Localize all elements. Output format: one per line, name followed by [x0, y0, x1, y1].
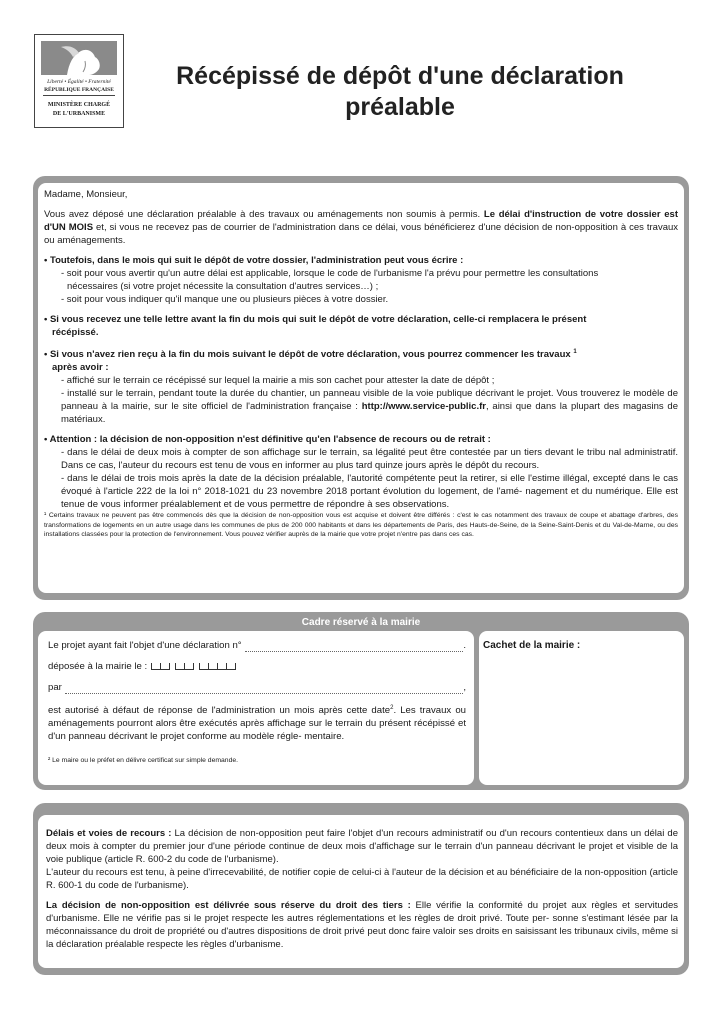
- section-attention-item-1: - dans le délai de deux mois à compter de son affichage sur le terrain, sa légalité peut être contestée par un tiers devant le tribu nal administratif. Dans ce cas, l'auteur du recours est tenu de vous en informer au plus tard quinze jours après le dépôt du recours.: [61, 447, 678, 472]
- authorization-text: [48, 702, 466, 743]
- intro-text-b: et, si vous ne recevez pas de courrier de l'administration dans ce délai, vous bénéficierez d'une décision de non-opposition à ces travaux ou aménagements.: [44, 222, 679, 246]
- recours-panel: [33, 803, 689, 975]
- section-travaux-item-2-end: , ainsi que dans la plupart des magasins de matériaux.: [61, 401, 678, 426]
- greeting: Madame, Monsieur,: [44, 189, 128, 200]
- intro-text-a: Vous avez déposé une déclaration préalable à des travaux ou aménagements non soumis à permis.: [44, 209, 484, 220]
- recours-paragraph-1: [46, 827, 678, 866]
- recours-heading: Délais et voies de recours :: [46, 828, 172, 839]
- title-line-1: Récépissé de dépôt d'une déclaration: [176, 62, 624, 90]
- cadre-title: Cadre réservé à la mairie: [301, 617, 421, 628]
- cadre-form: [38, 631, 474, 785]
- section-toutefois-title: • Toutefois, dans le mois qui suit le dépôt de votre dossier, l'administration peut vous écrire :: [44, 255, 464, 266]
- declaration-number-row: Le projet ayant fait l'objet d'une déclaration n° .: [48, 640, 466, 651]
- footnote-2: ² Le maire ou le préfet en délivre certificat sur simple demande.: [48, 757, 239, 765]
- section-travaux-item-2-text: - installé sur le terrain, pendant toute la durée du chantier, un panneau visible de la voie publique décrivant le projet. Vous trouverez le modèle de panneau à la mairie, sur le site officiel de l'administration française :: [61, 388, 678, 413]
- section-travaux-item-1: - affiché sur le terrain ce récépissé sur lequel la mairie a mis son cachet pour attester la date de dépôt ;: [61, 375, 495, 387]
- logo-divider: [43, 95, 115, 96]
- marianne-icon: [39, 39, 119, 77]
- section-lettre-title: • Si vous recevez une telle lettre avant la fin du mois qui suit le dépôt de votre déclaration, celle-ci remplacera le présent: [44, 314, 587, 325]
- republique-logo: [34, 34, 124, 128]
- notice-body: [38, 183, 684, 593]
- section-travaux-title-b: après avoir :: [52, 362, 109, 374]
- recours-text-1: La décision de non-opposition peut faire l'objet d'un recours administratif ou d'un recours contentieux dans un délai de deux mois à compter du premier jour d'une période continue de deux mois d'affichage sur le terrain d'un panneau décrivant le projet et visible de la voie publique (article R. 600-2 du code de l'urbanisme).: [46, 828, 678, 865]
- ministry-line-2: DE L'URBANISME: [52, 111, 106, 117]
- recours-paragraph-2: L'auteur du recours est tenu, à peine d'irrecevabilité, de notifier copie de celui-ci à l'auteur de la décision et au bénéficiaire de la non-opposition (article R. 600-1 du code de l'urbanisme).: [46, 867, 678, 891]
- page-title: [136, 61, 664, 123]
- authorization-text-a: est autorisé à défaut de réponse de l'administration un mois après cette date: [48, 705, 391, 717]
- footnote-ref-1: 1: [573, 349, 577, 355]
- section-travaux-title: [44, 346, 678, 361]
- stamp-label: Cachet de la mairie :: [483, 640, 581, 651]
- logo-republic: RÉPUBLIQUE FRANÇAISE: [44, 87, 114, 93]
- deposit-date-row: [48, 660, 466, 673]
- cadre-mairie-panel: [33, 612, 689, 790]
- deposit-date-field[interactable]: [151, 663, 236, 670]
- authorization-text-b: . Les travaux ou aménagements pourront alors être exécutés après affichage sur le terrain du présent récépissé et d'un panneau décrivant le projet conforme au modèle régle- mentaire.: [48, 705, 466, 743]
- declaration-number-field[interactable]: [245, 641, 464, 652]
- section-toutefois-item-1b: nécessaires (si votre projet nécessite la consultation d'autres services…) ;: [67, 281, 379, 292]
- applicant-row: par ,: [48, 682, 466, 693]
- section-lettre-title-b: récépissé.: [52, 327, 99, 338]
- footnote-1: ¹ Certains travaux ne peuvent pas être commencés dès que la décision de non-opposition vous est acquise et doivent être différés : c'est le cas notamment des travaux de coupe et abattage d'arbres, des transformations de logements en un autre usage dans les communes de plus de 200 000 habitants et dans les départements de Paris, des Hauts-de-Seine, de la Seine-Saint-Denis et du Val-de-Marne, ou des installations classées pour la protection de l'environnement. Vous pouvez vérifier auprès de la mairie que votre projet n'entre pas dans ces cas.: [44, 512, 678, 538]
- deposit-date-label: déposée à la mairie le :: [48, 661, 148, 672]
- applicant-label: par: [48, 682, 62, 693]
- section-attention-item-2: - dans le délai de trois mois après la date de la décision préalable, l'autorité compétente peut la retirer, si elle l'estime illégal, excepté dans le cas évoqué à l'article 222 de la loi n° 2018-1021 du 23 novembre 2018 portant évolution du logement, de l'amé- nagement et du numérique. Elle est tenue de vous informer préalablement et de vous permettre de répondre à ses observations.: [61, 473, 678, 511]
- tiers-heading: La décision de non-opposition est délivrée sous réserve du droit des tiers :: [46, 900, 411, 911]
- tiers-text: Elle vérifie la conformité du projet aux règles et servitudes d'urbanisme. Elle ne vérifie pas si le projet respecte les autres réglementations et les règles de droit privé. Toute per- sonne s'estimant lésée par la méconnaissance du droit de propriété ou d'autres dispositions de droit privé peut donc faire valoir ses droits en saisissant les tribunaux civils, même si la déclaration préalable respecte les règles d'urbanisme.: [46, 900, 678, 950]
- recours-body: [38, 815, 684, 968]
- footnote-ref-2: 2: [390, 705, 394, 711]
- applicant-field[interactable]: [65, 683, 463, 694]
- intro-paragraph: [44, 208, 678, 247]
- section-toutefois-item-2: - soit pour vous indiquer qu'il manque une ou plusieurs pièces à votre dossier.: [61, 294, 389, 305]
- stamp-box[interactable]: [479, 631, 684, 785]
- section-travaux-title-text: • Si vous n'avez rien reçu à la fin du mois suivant le dépôt de votre déclaration, vous pourrez commencer les travaux: [44, 349, 571, 361]
- section-travaux-item-2: [44, 387, 678, 426]
- tiers-paragraph: [46, 899, 678, 951]
- intro-delay-bold: Le délai d'instruction de votre dossier est d'UN MOIS: [44, 209, 678, 233]
- section-toutefois-item-1: - soit pour vous avertir qu'un autre délai est applicable, lorsque le code de l'urbanisme l'a prévu pour permettre les consultations: [61, 268, 599, 279]
- ministry-line-1: MINISTÈRE CHARGÉ: [47, 102, 111, 108]
- service-public-link[interactable]: http://www.service-public.fr: [361, 401, 486, 413]
- title-line-2: préalable: [345, 93, 455, 121]
- section-attention-title: • Attention : la décision de non-opposition n'est définitive qu'en l'absence de recours ou de retrait :: [44, 434, 491, 446]
- notice-panel: [33, 176, 689, 600]
- ministry-label: [35, 101, 123, 119]
- logo-motto: Liberté • Égalité • Fraternité: [47, 79, 111, 85]
- declaration-number-label: Le projet ayant fait l'objet d'une déclaration n°: [48, 640, 242, 651]
